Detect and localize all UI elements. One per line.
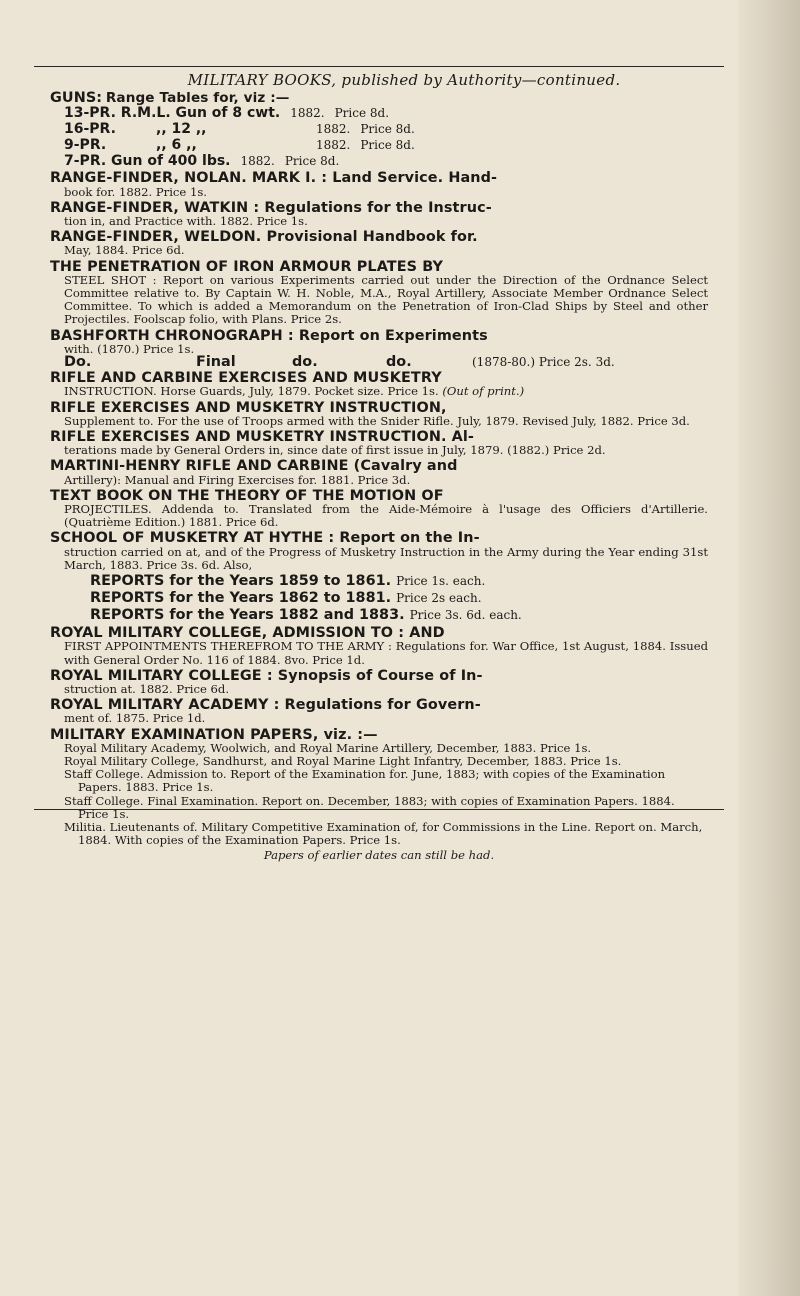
list-item: Militia. Lieutenants of. Military Competitive Examination of, for Commissions in the Line. Report on. March, 1884. With copies of the Examination Papers. Price 1s. <box>64 819 703 848</box>
entry-heading: RIFLE EXERCISES AND MUSKETRY INSTRUCTION, <box>50 399 447 416</box>
list-item: Royal Military Academy, Woolwich, and Royal Marine Artillery, December, 1883. Price 1s. <box>64 740 592 755</box>
entry-body <box>50 385 708 398</box>
entry-heading: ROYAL MILITARY COLLEGE : Synopsis of Course of In- <box>50 667 483 684</box>
entry-heading: RIFLE EXERCISES AND MUSKETRY INSTRUCTION. Al- <box>50 429 474 446</box>
catalogue-page <box>50 71 708 863</box>
gun-row <box>50 137 708 153</box>
entry-heading: THE PENETRATION OF IRON ARMOUR PLATES BY <box>50 258 444 275</box>
list-item: Staff College. Admission to. Report of the Examination for. June, 1883; with copies of the Examination Papers. 1883. Price 1s. <box>64 767 666 795</box>
entry-body: May, 1884. Price 6d. <box>64 243 185 258</box>
gun-price: Price 8d. <box>360 122 415 137</box>
entry-heading: BASHFORTH CHRONOGRAPH : Report on Experiments <box>50 327 488 344</box>
gun-name: 7-PR. Gun of 400 lbs. <box>64 153 231 170</box>
gun-size: ,, 6 ,, <box>156 137 197 154</box>
gun-row <box>50 105 708 121</box>
catalogue-entry <box>50 627 708 667</box>
entry-heading: RANGE-FINDER, NOLAN. MARK I. : Land Service. Hand- <box>50 170 498 187</box>
footer-note: Papers of earlier dates can still be had. <box>263 848 495 863</box>
gun-name: 13-PR. R.M.L. Gun of 8 cwt. <box>64 105 281 122</box>
catalogue-entry <box>50 726 708 743</box>
gun-year: 1882. <box>316 138 351 153</box>
list-item: Staff College. Final Examination. Report on. December, 1883; with copies of Examination Papers. 1884. Price 1s. <box>64 793 675 821</box>
entry-body: book for. 1882. Price 1s. <box>64 184 207 199</box>
entry-body: with. (1870.) Price 1s. <box>64 341 195 356</box>
ditto-b: Final <box>196 354 236 371</box>
ditto-c: do. <box>292 354 318 371</box>
entry-body: ment of. 1875. Price 1d. <box>64 711 206 726</box>
entry-heading: RANGE-FINDER, WELDON. Provisional Handbook for. <box>50 229 478 246</box>
report-line <box>50 573 708 590</box>
report-price: Price 3s. 6d. each. <box>409 608 522 623</box>
catalogue-entry <box>50 487 708 530</box>
catalogue-entry <box>50 258 708 327</box>
entry-body: struction at. 1882. Price 6d. <box>64 681 230 696</box>
ditto-d: do. <box>386 354 412 371</box>
entry-heading: ROYAL MILITARY COLLEGE, ADMISSION TO : AND <box>50 625 445 642</box>
entry-body: STEEL SHOT : Report on various Experiments carried out under the Direction of the Ordnance Select Committee relative to. By Captain W. H. Noble, M.A., Royal Artillery, Associate Member Ordnance Select Committee. To which is added a Memorandum on the Penetration of Iron-Clad Ships by Steel and other Projectiles. Foolscap folio, with Plans. Price 2s. <box>64 272 708 327</box>
report-line <box>50 590 708 607</box>
catalogue-entry <box>50 699 708 725</box>
report-label: REPORTS for the Years 1862 to 1881. <box>90 590 392 607</box>
scan-page-edge <box>738 0 800 1296</box>
entry-body: terations made by General Orders in, since date of first issue in July, 1879. (1882.) Price 2d. <box>64 443 606 458</box>
catalogue-entry <box>50 372 708 398</box>
report-line <box>50 607 708 624</box>
guns-entry <box>50 92 708 169</box>
gun-row <box>50 121 708 137</box>
gun-row <box>50 153 708 169</box>
gun-price: Price 8d. <box>360 138 415 153</box>
entry-body: Artillery): Manual and Firing Exercises for. 1881. Price 3d. <box>64 472 411 487</box>
entry-body: FIRST APPOINTMENTS THEREFROM TO THE ARMY : Regulations for. War Office, 1st August, 1884. Issued with General Order No. 116 of 1884. 8vo. Price 1d. <box>64 639 708 667</box>
report-label: REPORTS for the Years 1859 to 1861. <box>90 573 392 590</box>
list-item: Royal Military College, Sandhurst, and Royal Marine Light Infantry, December, 1883. Price 1s. <box>64 753 622 768</box>
entry-body-text: INSTRUCTION. Horse Guards, July, 1879. Pocket size. Price 1s. <box>64 384 439 399</box>
catalogue-entry <box>50 532 708 572</box>
catalogue-entry <box>50 199 708 229</box>
entry-heading: RANGE-FINDER, WATKIN : Regulations for the Instruc- <box>50 199 492 216</box>
entry-heading: SCHOOL OF MUSKETRY AT HYTHE : Report on the In- <box>50 530 480 547</box>
catalogue-entry <box>50 172 708 198</box>
catalogue-entry <box>50 399 708 428</box>
gun-price: Price 8d. <box>334 106 390 121</box>
guns-title: GUNS: <box>50 90 103 107</box>
report-price: Price 1s. each. <box>396 574 486 589</box>
ditto-price: (1878-80.) Price 2s. 3d. <box>472 355 615 370</box>
gun-price: Price 8d. <box>284 154 340 169</box>
report-label: REPORTS for the Years 1882 and 1883. <box>90 607 405 624</box>
reports-list <box>50 573 708 624</box>
catalogue-entry <box>50 327 708 356</box>
gun-year: 1882. <box>290 106 325 121</box>
entry-body: struction carried on at, and of the Progress of Musketry Instruction in the Army during the Year ending 31st March, 1883. Price 3s. 6d. Also, <box>64 544 708 572</box>
gun-year: 1882. <box>316 122 351 137</box>
exam-papers-list <box>50 742 708 848</box>
entry-heading: MARTINI-HENRY RIFLE AND CARBINE (Cavalry and <box>50 458 458 475</box>
entry-body: tion in, and Practice with. 1882. Price 1s. <box>64 214 308 229</box>
ditto-row <box>50 356 708 369</box>
gun-size: ,, 12 ,, <box>156 121 207 138</box>
gun-year: 1882. <box>240 154 275 169</box>
gun-name: 16-PR. <box>64 121 116 138</box>
catalogue-entry <box>50 231 708 257</box>
page-header: MILITARY BOOKS, published by Authority—continued. <box>187 71 621 89</box>
entry-body: PROJECTILES. Addenda to. Translated from the Aide-Mémoire à l'usage des Officiers d'Artillerie. (Quatrième Edition.) 1881. Price 6d. <box>64 502 708 530</box>
entry-heading: MILITARY EXAMINATION PAPERS, viz. :— <box>50 726 378 743</box>
entry-body: Supplement to. For the use of Troops armed with the Snider Rifle. July, 1879. Revised July, 1882. Price 3d. <box>64 413 690 428</box>
ditto-a: Do. <box>64 354 92 371</box>
catalogue-entry <box>50 667 708 696</box>
entry-heading: TEXT BOOK ON THE THEORY OF THE MOTION OF <box>50 487 444 504</box>
guns-rows <box>50 105 708 169</box>
gun-name: 9-PR. <box>64 137 107 154</box>
report-price: Price 2s each. <box>396 591 482 606</box>
entry-note: (Out of print.) <box>442 384 525 399</box>
entry-heading: ROYAL MILITARY ACADEMY : Regulations for Govern- <box>50 697 481 714</box>
guns-subtitle: Range Tables for, viz :— <box>105 90 290 107</box>
catalogue-entry <box>50 431 708 457</box>
entry-heading: RIFLE AND CARBINE EXERCISES AND MUSKETRY <box>50 370 442 387</box>
catalogue-entry <box>50 460 708 486</box>
